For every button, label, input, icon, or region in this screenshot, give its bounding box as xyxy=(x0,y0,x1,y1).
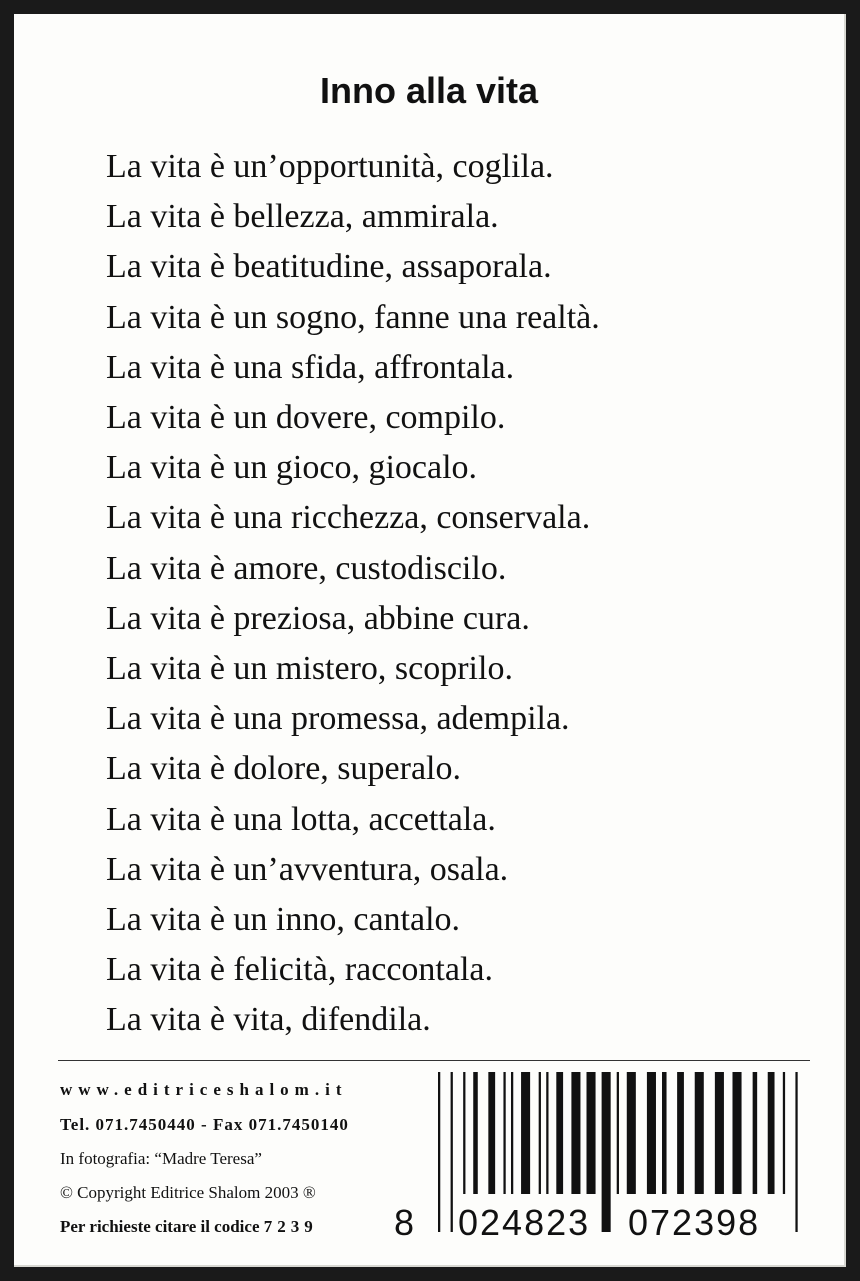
phone-fax: Tel. 071.7450440 - Fax 071.7450140 xyxy=(60,1115,349,1134)
poem-line: La vita è un mistero, scoprilo. xyxy=(106,650,513,688)
poem-line: La vita è beatitudine, assaporala. xyxy=(106,248,552,286)
poem-line: La vita è una lotta, accettala. xyxy=(106,800,496,838)
barcode-bar xyxy=(695,1072,704,1194)
poem-line: La vita è un gioco, giocalo. xyxy=(106,449,478,487)
poem-line: La vita è vita, difendila. xyxy=(106,1001,431,1039)
barcode-bar xyxy=(521,1072,530,1194)
copyright-notice: © Copyright Editrice Shalom 2003 ® xyxy=(60,1183,316,1202)
barcode-bar xyxy=(511,1072,513,1194)
poem-line: La vita è amore, custodiscilo. xyxy=(106,549,507,587)
barcode-bar xyxy=(571,1072,580,1194)
barcode-bar xyxy=(451,1072,453,1232)
poem-line: La vita è una ricchezza, conservala. xyxy=(106,499,591,537)
barcode xyxy=(394,1072,814,1242)
barcode-bar xyxy=(473,1072,478,1194)
card-title: Inno alla vita xyxy=(319,70,539,111)
barcode-bar xyxy=(662,1072,667,1194)
barcode-bar xyxy=(463,1072,465,1194)
barcode-bar xyxy=(587,1072,596,1194)
code-prefix: Per richieste citare il codice xyxy=(60,1217,260,1236)
barcode-first-digit: 8 xyxy=(394,1202,415,1243)
barcode-left-group: 024823 xyxy=(454,1202,594,1244)
poem-line: La vita è preziosa, abbine cura. xyxy=(106,599,530,637)
poem-line: La vita è una promessa, adempila. xyxy=(106,700,570,738)
poem-line: La vita è un inno, cantalo. xyxy=(106,901,461,939)
poem-line: La vita è una sfida, affrontala. xyxy=(106,348,515,386)
barcode-bar xyxy=(488,1072,495,1194)
poem-line: La vita è dolore, superalo. xyxy=(106,750,461,788)
barcode-bar xyxy=(795,1072,797,1232)
prayer-card xyxy=(14,14,846,1267)
barcode-bar xyxy=(539,1072,541,1194)
barcode-bar xyxy=(617,1072,619,1194)
product-code: 7239 xyxy=(263,1217,318,1236)
poem-line: La vita è bellezza, ammirala. xyxy=(106,198,499,236)
barcode-bar xyxy=(546,1072,548,1194)
poem-line: La vita è un’opportunità, coglila. xyxy=(106,148,554,185)
publisher-info xyxy=(60,1072,349,1244)
barcode-bar xyxy=(715,1072,724,1194)
barcode-bar xyxy=(677,1072,684,1194)
photo-credit: In fotografia: “Madre Teresa” xyxy=(60,1149,262,1168)
barcode-bar xyxy=(438,1072,440,1232)
footer-divider xyxy=(58,1060,810,1061)
barcode-bar xyxy=(627,1072,636,1194)
product-code-line xyxy=(60,1210,349,1244)
poem-line: La vita è un dovere, compilo. xyxy=(106,399,506,437)
website-link[interactable]: www.editriceshalom.it xyxy=(60,1080,348,1099)
poem-line: La vita è un’avventura, osala. xyxy=(106,850,509,888)
barcode-right-group: 072398 xyxy=(624,1202,764,1244)
barcode-bar xyxy=(768,1072,775,1194)
barcode-bar xyxy=(503,1072,505,1194)
barcode-bar xyxy=(753,1072,758,1194)
barcode-bar xyxy=(732,1072,741,1194)
barcode-bar xyxy=(783,1072,785,1194)
barcode-bar xyxy=(647,1072,656,1194)
barcode-bar xyxy=(556,1072,563,1194)
poem xyxy=(106,142,600,1046)
poem-line: La vita è un sogno, fanne una realtà. xyxy=(106,298,600,336)
barcode-bar xyxy=(602,1072,611,1232)
poem-line: La vita è felicità, raccontala. xyxy=(106,951,493,989)
